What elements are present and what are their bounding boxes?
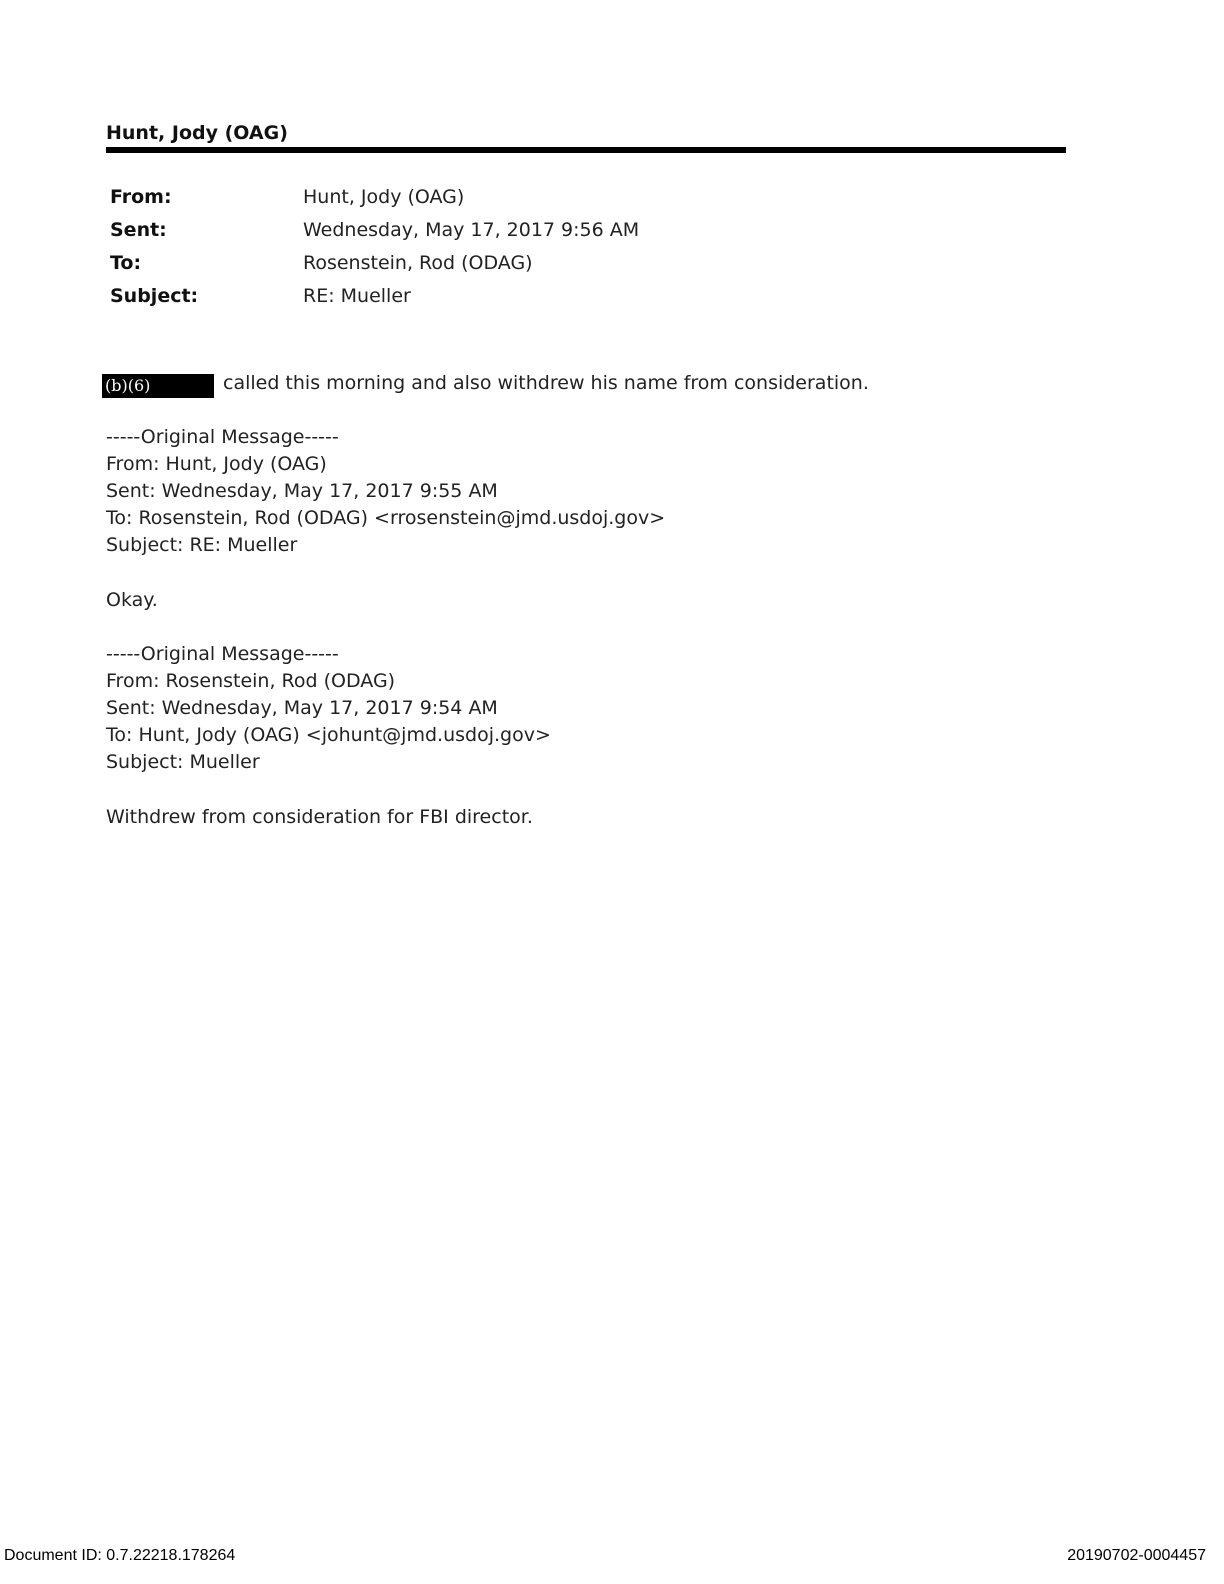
header-value: Rosenstein, Rod (ODAG) xyxy=(303,252,533,274)
title-divider xyxy=(106,147,1066,153)
quoted-to: To: Rosenstein, Rod (ODAG) <rrosenstein@jmd.usdoj.gov> xyxy=(106,507,666,529)
header-value: Hunt, Jody (OAG) xyxy=(303,186,465,208)
quoted-body: Okay. xyxy=(106,589,158,611)
original-message-separator: -----Original Message----- xyxy=(106,643,339,665)
quoted-sent: Sent: Wednesday, May 17, 2017 9:54 AM xyxy=(106,697,498,719)
redaction-box: (b)(6) xyxy=(102,374,214,398)
header-label: Subject: xyxy=(110,285,199,307)
header-value: RE: Mueller xyxy=(303,285,411,307)
quoted-sent: Sent: Wednesday, May 17, 2017 9:55 AM xyxy=(106,480,498,502)
header-label: To: xyxy=(110,252,142,274)
email-title: Hunt, Jody (OAG) xyxy=(106,122,288,144)
quoted-subject: Subject: Mueller xyxy=(106,751,260,773)
quoted-from: From: Hunt, Jody (OAG) xyxy=(106,453,327,475)
document-id: Document ID: 0.7.22218.178264 xyxy=(4,1547,236,1564)
header-value: Wednesday, May 17, 2017 9:56 AM xyxy=(303,219,640,241)
original-message-separator: -----Original Message----- xyxy=(106,426,339,448)
quoted-subject: Subject: RE: Mueller xyxy=(106,534,298,556)
quoted-to: To: Hunt, Jody (OAG) <johunt@jmd.usdoj.gov> xyxy=(106,724,551,746)
header-label: From: xyxy=(110,186,172,208)
quoted-from: From: Rosenstein, Rod (ODAG) xyxy=(106,670,396,692)
message-body-text: called this morning and also withdrew his name from consideration. xyxy=(223,372,869,394)
header-label: Sent: xyxy=(110,219,167,241)
quoted-body: Withdrew from consideration for FBI director. xyxy=(106,806,533,828)
bates-number: 20190702-0004457 xyxy=(1067,1547,1206,1564)
